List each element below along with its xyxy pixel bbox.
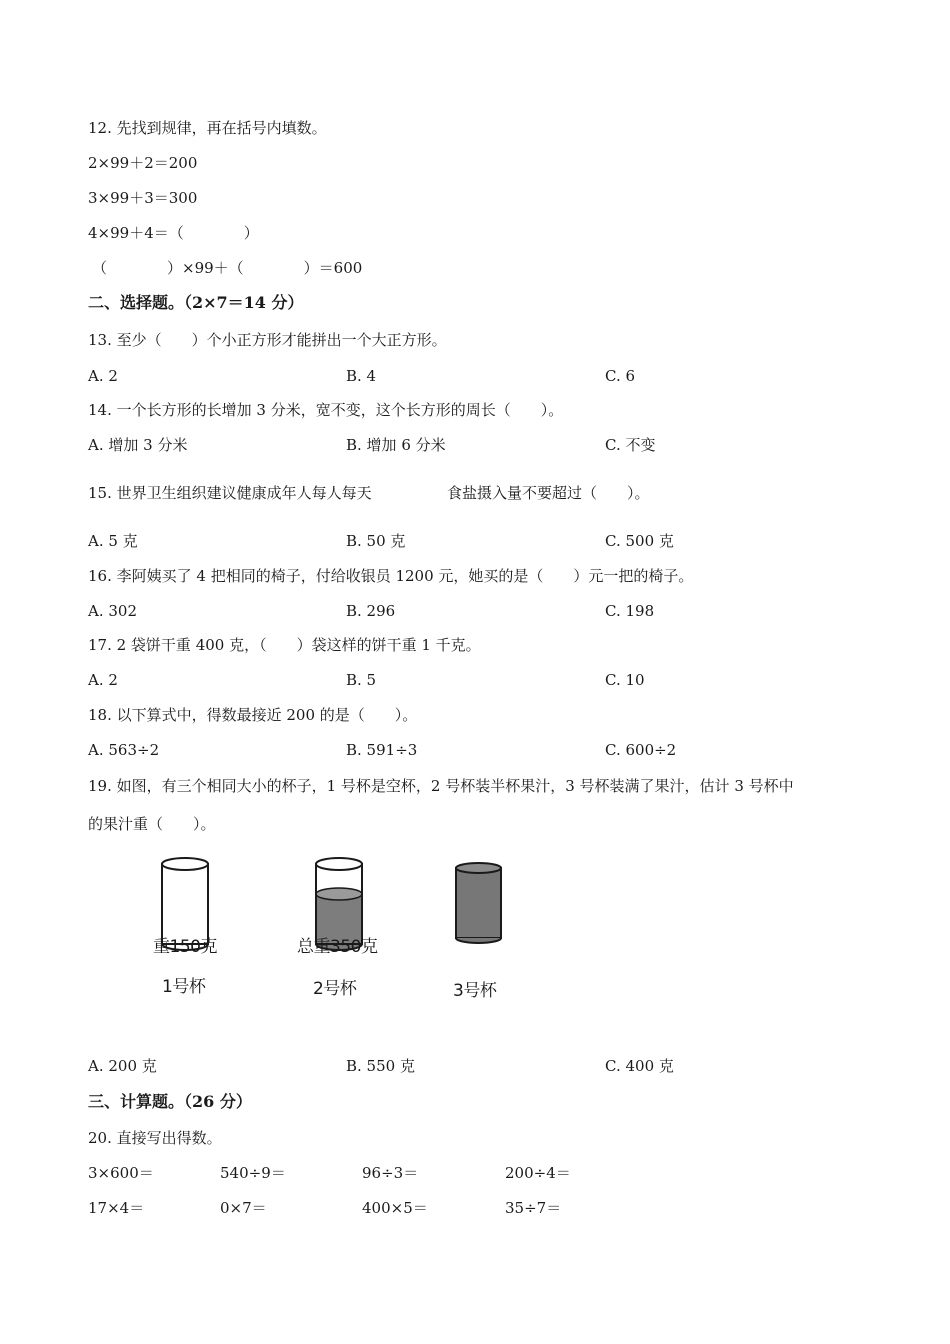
section-2-heading: 二、选择题。（2×7＝14 分） — [88, 293, 304, 312]
calc-item: 200÷4＝ — [505, 1164, 571, 1182]
q19-option-a[interactable]: A. 200 克 — [88, 1057, 157, 1075]
q18-option-b[interactable]: B. 591÷3 — [346, 741, 418, 759]
q18-option-c[interactable]: C. 600÷2 — [605, 741, 677, 759]
section-3-heading: 三、计算题。（26 分） — [88, 1092, 252, 1111]
q12-title: 12. 先找到规律，再在括号内填数。 — [88, 119, 327, 137]
cup-3-label: 3号杯 — [453, 981, 497, 1001]
q17-option-c[interactable]: C. 10 — [605, 671, 645, 689]
q16-option-a[interactable]: A. 302 — [88, 602, 137, 620]
q13-text: 13. 至少（ ）个小正方形才能拼出一个大正方形。 — [88, 331, 447, 349]
q18-option-a[interactable]: A. 563÷2 — [88, 741, 160, 759]
q16-option-b[interactable]: B. 296 — [346, 602, 396, 620]
q14-text: 14. 一个长方形的长增加 3 分米，宽不变，这个长方形的周长（ ）。 — [88, 401, 564, 419]
q12-line-1: 2×99＋2＝200 — [88, 154, 198, 172]
cup-1-weight-label: 重150克 — [153, 937, 217, 957]
q15-option-a[interactable]: A. 5 克 — [88, 532, 138, 550]
q12-line-3: 4×99＋4＝（ ） — [88, 224, 259, 242]
q14-option-c[interactable]: C. 不变 — [605, 436, 656, 454]
q16-text: 16. 李阿姨买了 4 把相同的椅子，付给收银员 1200 元，她买的是（ ）元一把的椅子。 — [88, 567, 694, 585]
q13-option-b[interactable]: B. 4 — [346, 367, 377, 385]
q12-line-2: 3×99＋3＝300 — [88, 189, 198, 207]
q19-text-line-2: 的果汁重（ ）。 — [88, 815, 216, 833]
q14-option-a[interactable]: A. 增加 3 分米 — [88, 436, 188, 454]
calc-item: 540÷9＝ — [220, 1164, 286, 1182]
q12-line-4: （ ）×99＋（ ）＝600 — [92, 259, 363, 277]
q15-option-b[interactable]: B. 50 克 — [346, 532, 406, 550]
q16-option-c[interactable]: C. 198 — [605, 602, 655, 620]
q15-text-part-2: 食盐摄入量不要超过（ ）。 — [447, 484, 650, 502]
q15-option-c[interactable]: C. 500 克 — [605, 532, 674, 550]
q17-option-a[interactable]: A. 2 — [88, 671, 118, 689]
calc-item: 17×4＝ — [88, 1199, 145, 1217]
calc-item: 96÷3＝ — [362, 1164, 419, 1182]
q13-option-c[interactable]: C. 6 — [605, 367, 636, 385]
cup-2-label: 2号杯 — [313, 979, 357, 999]
calc-item: 0×7＝ — [220, 1199, 267, 1217]
q18-text: 18. 以下算式中，得数最接近 200 的是（ ）。 — [88, 706, 418, 724]
cup-1-label: 1号杯 — [162, 977, 206, 997]
q20-title: 20. 直接写出得数。 — [88, 1129, 222, 1147]
q14-option-b[interactable]: B. 增加 6 分米 — [346, 436, 446, 454]
cup-3-full-icon — [456, 863, 501, 943]
calc-item: 3×600＝ — [88, 1164, 154, 1182]
q13-option-a[interactable]: A. 2 — [88, 367, 118, 385]
q15-text-part-1: 15. 世界卫生组织建议健康成年人每人每天 — [88, 484, 372, 502]
calc-item: 35÷7＝ — [505, 1199, 562, 1217]
q17-option-b[interactable]: B. 5 — [346, 671, 377, 689]
q17-text: 17. 2 袋饼干重 400 克，（ ）袋这样的饼干重 1 千克。 — [88, 636, 481, 654]
q19-option-c[interactable]: C. 400 克 — [605, 1057, 674, 1075]
calc-item: 400×5＝ — [362, 1199, 428, 1217]
q19-text-line-1: 19. 如图，有三个相同大小的杯子，1 号杯是空杯，2 号杯装半杯果汁，3 号杯装满了果汁，估计 3 号杯中 — [88, 777, 794, 795]
cup-2-weight-label: 总重350克 — [297, 937, 378, 957]
q19-option-b[interactable]: B. 550 克 — [346, 1057, 415, 1075]
